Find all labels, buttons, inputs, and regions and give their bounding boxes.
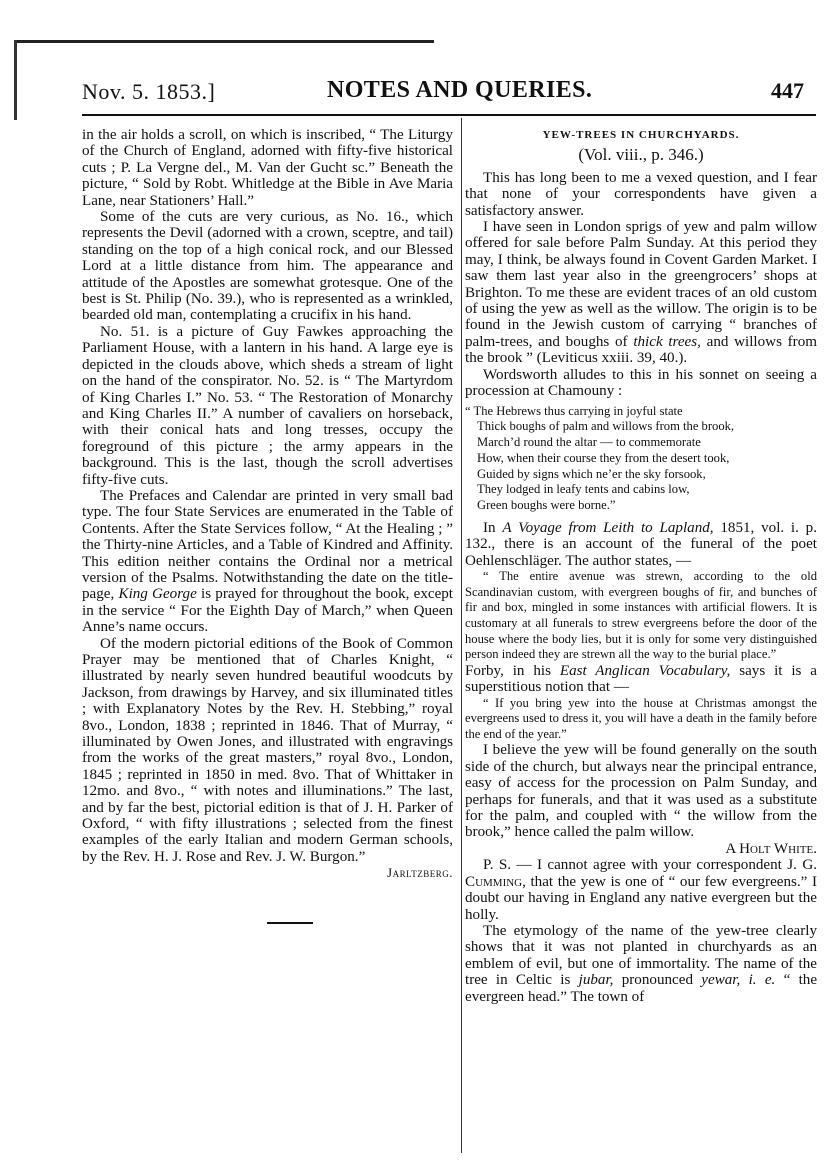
poem-line: They lodged in leafy tents and cabins low, — [477, 482, 690, 497]
poem-line: “ The Hebrews thus carrying in joyful state — [465, 403, 683, 418]
right-p8-text-b: pronounced — [621, 972, 693, 989]
right-paragraph-5 — [465, 663, 817, 696]
right-paragraph-7 — [465, 857, 817, 923]
left-column — [82, 127, 453, 924]
funeral-quotation: “ The entire avenue was strewn, according to the old Scandinavian custom, with evergreen boughs of fir, and bunches of fir and box, mingled in some instances with artificial flowers. It is customary at all funerals to strew evergreens before the door of the house where the body lies, but it is only for some very distinguished person indeed they are strewn all the way to the burial place.” — [465, 569, 817, 662]
right-signature: A Holt White. — [725, 840, 817, 857]
poem-line: March’d round the altar — to commemorate — [477, 435, 701, 450]
poem-line: Thick boughs of palm and willows from the brook, — [477, 419, 735, 434]
column-divider — [461, 118, 462, 1153]
right-paragraph-1: This has long been to me a vexed question, and I fear that none of your correspondents have given a satisfactory answer. — [465, 169, 817, 219]
right-p8-text-a: The etymology of the name of the yew-tree clearly shows that it was not planted in churchyards as an emblem of evil, but one of immortality. The name of the tree in Celtic is — [465, 922, 817, 989]
poem-line: Green boughs were borne.” — [477, 498, 616, 513]
right-p7-text-a: P. S. — I cannot agree with your correspondent J. G. — [483, 857, 817, 874]
header-rule — [82, 114, 816, 116]
left-paragraph-2: Some of the cuts are very curious, as No. 16., which represents the Devil (adorned with a crown, sceptre, and tail) standing on the top of a high conical rock, and our Blessed Lord at a little distance from him. The appearance and attitude of the Apostles are somewhat grotesque. One of the best is St. Philip (No. 39.), who is represented as a wrinkled, bearded old man, contemplating a crucifix in his hand. — [82, 209, 453, 324]
right-p2-text-a: I have seen in London sprigs of yew and palm willow offered for sale before Palm Sunday. At this period they may, I think, be always found in Covent Garden Market. I saw them last year also in the greengrocers’ shops at Brighton. To me these are evident traces of an old custom of using the yew as well as the willow. The origin is to be found in the Jewish custom of carrying “ branches of palm-trees, and boughs of — [465, 219, 817, 350]
right-p2-italic: thick trees, — [633, 333, 701, 350]
poem-line: Guided by signs which ne’er the sky forsook, — [477, 466, 706, 481]
right-paragraph-2 — [465, 219, 817, 367]
poem-quotation — [465, 404, 817, 515]
right-p8-italic-1: jubar, — [578, 972, 614, 989]
right-p2-text-b: and willows from the brook ” (Leviticus xxiii. 39, 40.). — [465, 333, 817, 367]
scan-edge-top — [14, 40, 434, 43]
right-p8-italic-2: yewar, i. e. — [701, 972, 776, 989]
header-title: NOTES AND QUERIES. — [327, 77, 593, 103]
left-p4-text-a: The Prefaces and Calendar are printed in very small bad type. The four State Services are enumerated in the Table of Contents. After the State Services follow, “ At the Healing ; ” the Thirty-nine Articles, and a Table of Kindred and Affinity. This edition neither contains the Ordinal nor a metrical version of the Psalms. Notwithstanding the date on the title-page, — [82, 487, 453, 603]
running-header — [82, 76, 814, 110]
page-number: 447 — [771, 78, 804, 103]
left-paragraph-4 — [82, 488, 453, 636]
article-reference: (Vol. viii., p. 346.) — [578, 145, 704, 165]
left-signature: Jarltzberg. — [387, 865, 453, 881]
article-heading: YEW-TREES IN CHURCHYARDS. — [542, 129, 740, 141]
right-paragraph-8 — [465, 923, 817, 1005]
right-p4-text-a: In — [483, 520, 496, 537]
left-p4-text-b: is prayed for throughout the book, except in the service “ For the Eighth Day of March,” when Queen Anne’s name occurs. — [82, 586, 454, 636]
header-date: Nov. 5. 1853.] — [82, 79, 216, 104]
right-p5-text-b: says it is a superstitious notion that — — [465, 662, 817, 696]
right-p8-text-c: “ the evergreen head.” The town of — [465, 972, 818, 1005]
left-paragraph-1: in the air holds a scroll, on which is inscribed, “ The Liturgy of the Church of England, adorned with fifty-five historical cuts ; P. La Vergne del., M. Van der Gucht sc.” Beneath the picture, “ Sold by Robt. Whitledge at the Bible in Ave Maria Lane, near Stationers’ Hall.” — [82, 127, 453, 209]
right-paragraph-3: Wordsworth alludes to this in his sonnet on seeing a procession at Chamouny : — [465, 366, 817, 400]
scan-edge-left — [14, 40, 17, 120]
right-p7-text-b: , that the yew is one of “ our few evergreens.” I doubt our having in England any native evergreen but the holly. — [465, 873, 817, 923]
left-p4-italic: King George — [118, 586, 197, 603]
section-end-rule — [267, 922, 313, 924]
right-column — [465, 127, 817, 1005]
right-p7-name: Cumming — [465, 873, 523, 890]
left-paragraph-3: No. 51. is a picture of Guy Fawkes approaching the Parliament House, with a lantern in his hand. A large eye is depicted in the clouds above, which sheds a stream of light on the hand of the conspirator. No. 52. is “ The Martyrdom of King Charles I.” No. 53. “ The Restoration of Monarchy and King Charles II.” A number of cavaliers on horseback, with their conical hats and long tresses, occupy the foreground of this picture ; the army appears in the background. This is the last, though the scroll advertises fifty-five cuts. — [82, 323, 453, 488]
right-p4-italic: A Voyage from Leith to Lapland, — [502, 520, 714, 537]
superstition-quotation: “ If you bring yew into the house at Christmas amongst the evergreens used to dress it, you will have a death in the family before the end of the year.” — [465, 695, 817, 741]
poem-line: How, when their course they from the desert took, — [477, 450, 730, 465]
right-p4-text-b: 1851, vol. i. p. 132., there is an account of the funeral of the poet Oehlenschläger. The author states, — — [465, 520, 817, 569]
right-paragraph-4 — [465, 520, 817, 569]
right-p5-italic: East Anglican Vocabulary, — [559, 662, 731, 679]
right-paragraph-6: I believe the yew will be found generally on the south side of the church, but always near the principal entrance, easy of access for the procession on Palm Sunday, and perhaps for funerals, and that it was used as a substitute for the palm, and coupled with “ the willow from the brook,” hence called the palm willow. — [465, 742, 817, 841]
right-p5-text-a: Forby, in his — [465, 662, 551, 679]
left-paragraph-5: Of the modern pictorial editions of the Book of Common Prayer may be mentioned that of Charles Knight, “ illustrated by nearly seven hundred beautiful woodcuts by Jackson, from drawings by Harvey, and six illuminated titles ; with Explanatory Notes by the Rev. H. Stebbing,” royal 8vo., London, 1838 ; reprinted in 1846. That of Murray, “ illuminated by Owen Jones, and illustrated with engravings from the works of the great masters,” royal 8vo., London, 1845 ; reprinted in 1850 in med. 8vo. That of Whittaker in 12mo. and 8vo., “ with notes and illuminations.” The last, and by far the best, pictorial edition is that of J. H. Parker of Oxford, “ with fifty illustrations ; selected from the finest examples of the early Italian and modern German schools, by the Rev. H. J. Rose and Rev. J. W. Burgon.” — [82, 635, 453, 865]
